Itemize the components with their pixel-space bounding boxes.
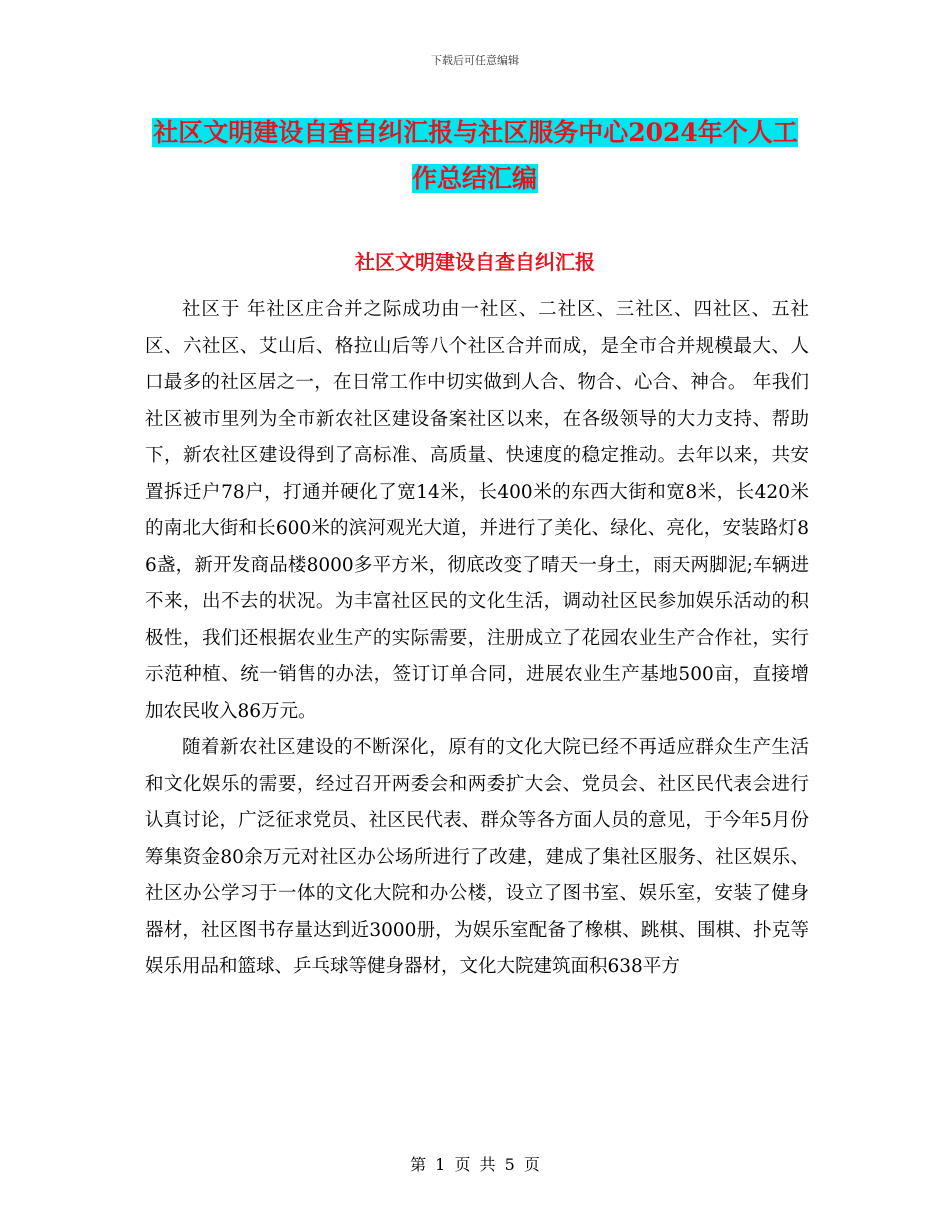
page-number-footer: 第 1 页 共 5 页 (410, 1155, 540, 1174)
document-title (145, 110, 805, 202)
section-title: 社区文明建设自查自纠汇报 (355, 250, 595, 274)
document-body (145, 292, 809, 986)
header-note: 下载后可任意编辑 (431, 54, 519, 67)
document-title-text: 社区文明建设自查自纠汇报与社区服务中心2024年个人工作总结汇编 (153, 118, 798, 193)
body-paragraph-2: 随着新农社区建设的不断深化，原有的文化大院已经不再适应群众生产生活和文化娱乐的需要，经过召开两委会和两委扩大会、党员会、社区民代表会进行认真讨论，广泛征求党员、社区民代表、群众等各方面人员的意见，于今年5月份筹集资金80余万元对社区办公场所进行了改建，建成了集社区服务、社区娱乐、社区办公学习于一体的文化大院和办公楼，设立了图书室、娱乐室，安装了健身器材，社区图书存量达到近3000册，为娱乐室配备了橡棋、跳棋、围棋、扑克等娱乐用品和篮球、乒乓球等健身器材，文化大院建筑面积638平方 (145, 737, 809, 977)
body-paragraph-1: 社区于 年社区庄合并之际成功由一社区、二社区、三社区、四社区、五社区、六社区、艾山后、格拉山后等八个社区合并而成，是全市合并规模最大、人口最多的社区居之一，在日常工作中切实做到人合、物合、心合、神合。 年我们社区被市里列为全市新农社区建设备案社区以来，在各级领导的大力支持、帮助下，新农社区建设得到了高标准、高质量、快速度的稳定推动。去年以来，共安置拆迁户78户，打通并硬化了宽14米，长400米的东西大街和宽8米，长420米的南北大街和长600米的滨河观光大道，并进行了美化、绿化、亮化，安装路灯86盏，新开发商品楼8000多平方米，彻底改变了晴天一身土，雨天两脚泥;车辆进不来，出不去的状况。为丰富社区民的文化生活，调动社区民参加娱乐活动的积极性，我们还根据农业生产的实际需要，注册成立了花园农业生产合作社，实行示范种植、统一销售的办法，签订订单合同，进展农业生产基地500亩，直接增加农民收入86万元。 (145, 299, 809, 722)
